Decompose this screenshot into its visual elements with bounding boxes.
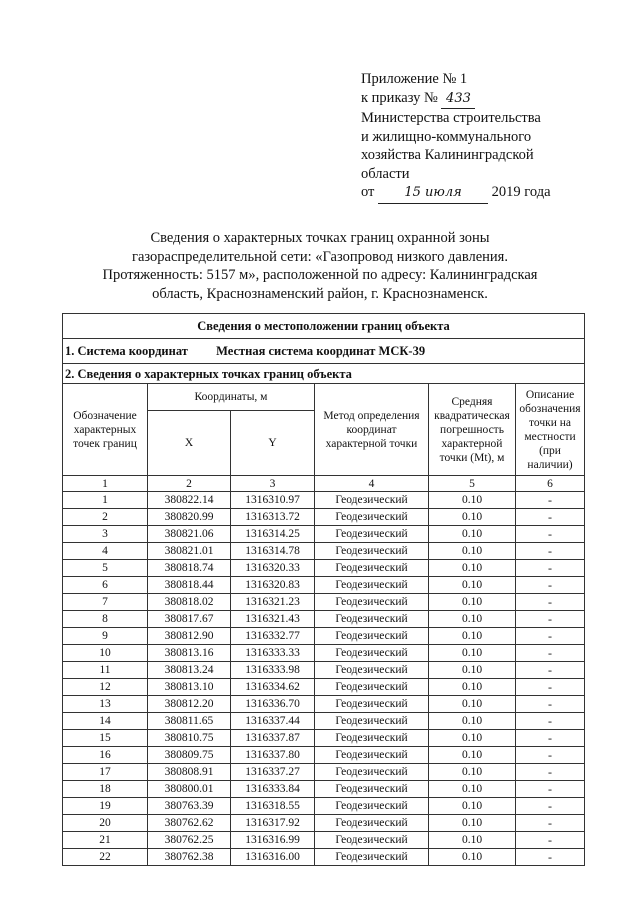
table-row bbox=[63, 815, 585, 832]
point-number-cell: 22 bbox=[63, 849, 148, 866]
y-cell: 1316337.27 bbox=[231, 764, 315, 781]
x-cell: 380810.75 bbox=[148, 730, 231, 747]
error-cell: 0.10 bbox=[429, 713, 516, 730]
error-cell: 0.10 bbox=[429, 560, 516, 577]
error-cell: 0.10 bbox=[429, 679, 516, 696]
description-cell: - bbox=[516, 611, 585, 628]
description-cell: - bbox=[516, 543, 585, 560]
y-cell: 1316333.33 bbox=[231, 645, 315, 662]
y-cell: 1316313.72 bbox=[231, 509, 315, 526]
table-row bbox=[63, 509, 585, 526]
table-row bbox=[63, 747, 585, 764]
description-cell: - bbox=[516, 492, 585, 509]
point-number-cell: 14 bbox=[63, 713, 148, 730]
x-cell: 380813.24 bbox=[148, 662, 231, 679]
coord-system-label: 1. Система координат bbox=[65, 344, 188, 358]
x-cell: 380800.01 bbox=[148, 781, 231, 798]
table-row bbox=[63, 543, 585, 560]
x-cell: 380808.91 bbox=[148, 764, 231, 781]
x-cell: 380813.16 bbox=[148, 645, 231, 662]
method-cell: Геодезический bbox=[315, 730, 429, 747]
col-number: 1 bbox=[63, 476, 148, 492]
points-title: 2. Сведения о характерных точках границ объекта bbox=[63, 364, 585, 384]
method-cell: Геодезический bbox=[315, 662, 429, 679]
x-cell: 380762.62 bbox=[148, 815, 231, 832]
description-cell: - bbox=[516, 594, 585, 611]
point-number-cell: 11 bbox=[63, 662, 148, 679]
error-cell: 0.10 bbox=[429, 764, 516, 781]
method-cell: Геодезический bbox=[315, 611, 429, 628]
col-coords-header: Координаты, м bbox=[148, 384, 315, 411]
method-cell: Геодезический bbox=[315, 696, 429, 713]
x-cell: 380818.02 bbox=[148, 594, 231, 611]
table-row bbox=[63, 679, 585, 696]
method-cell: Геодезический bbox=[315, 628, 429, 645]
table-row bbox=[63, 662, 585, 679]
table-row bbox=[63, 611, 585, 628]
col-y-header: Y bbox=[231, 411, 315, 476]
order-number-line bbox=[361, 89, 611, 110]
description-cell: - bbox=[516, 577, 585, 594]
x-cell: 380812.20 bbox=[148, 696, 231, 713]
error-cell: 0.10 bbox=[429, 526, 516, 543]
y-cell: 1316333.84 bbox=[231, 781, 315, 798]
method-cell: Геодезический bbox=[315, 764, 429, 781]
point-number-cell: 10 bbox=[63, 645, 148, 662]
date-line bbox=[361, 183, 611, 204]
method-cell: Геодезический bbox=[315, 577, 429, 594]
description-cell: - bbox=[516, 679, 585, 696]
method-cell: Геодезический bbox=[315, 849, 429, 866]
y-cell: 1316337.87 bbox=[231, 730, 315, 747]
description-cell: - bbox=[516, 747, 585, 764]
date-suffix: 2019 года bbox=[491, 184, 551, 200]
y-cell: 1316337.80 bbox=[231, 747, 315, 764]
description-cell: - bbox=[516, 526, 585, 543]
point-number-cell: 7 bbox=[63, 594, 148, 611]
table-row bbox=[63, 713, 585, 730]
point-number-cell: 21 bbox=[63, 832, 148, 849]
method-cell: Геодезический bbox=[315, 645, 429, 662]
error-cell: 0.10 bbox=[429, 815, 516, 832]
y-cell: 1316317.92 bbox=[231, 815, 315, 832]
description-cell: - bbox=[516, 730, 585, 747]
col-error-header: Средняя квадратическая погрешность характерной точки (Mt), м bbox=[429, 384, 516, 476]
point-number-cell: 4 bbox=[63, 543, 148, 560]
description-cell: - bbox=[516, 628, 585, 645]
error-cell: 0.10 bbox=[429, 849, 516, 866]
boundary-points-table bbox=[62, 313, 585, 866]
description-cell: - bbox=[516, 645, 585, 662]
order-number: 433 bbox=[441, 90, 475, 110]
points-title-row bbox=[63, 364, 585, 384]
table-row bbox=[63, 645, 585, 662]
description-cell: - bbox=[516, 798, 585, 815]
error-cell: 0.10 bbox=[429, 577, 516, 594]
col-number: 5 bbox=[429, 476, 516, 492]
table-row bbox=[63, 594, 585, 611]
method-cell: Геодезический bbox=[315, 492, 429, 509]
error-cell: 0.10 bbox=[429, 747, 516, 764]
ministry-line-4: области bbox=[361, 165, 410, 182]
error-cell: 0.10 bbox=[429, 696, 516, 713]
method-cell: Геодезический bbox=[315, 747, 429, 764]
date-handwritten: 15 июля bbox=[378, 184, 488, 204]
section-title: Сведения о местоположении границ объекта bbox=[63, 314, 585, 339]
error-cell: 0.10 bbox=[429, 594, 516, 611]
method-cell: Геодезический bbox=[315, 781, 429, 798]
x-cell: 380822.14 bbox=[148, 492, 231, 509]
x-cell: 380821.01 bbox=[148, 543, 231, 560]
x-cell: 380820.99 bbox=[148, 509, 231, 526]
y-cell: 1316318.55 bbox=[231, 798, 315, 815]
heading-line-2: газораспределительной сети: «Газопровод низкого давления. bbox=[132, 248, 508, 265]
method-cell: Геодезический bbox=[315, 815, 429, 832]
point-number-cell: 20 bbox=[63, 815, 148, 832]
coord-system-row bbox=[63, 339, 585, 364]
y-cell: 1316334.62 bbox=[231, 679, 315, 696]
section-title-row bbox=[63, 314, 585, 339]
point-number-cell: 19 bbox=[63, 798, 148, 815]
x-cell: 380821.06 bbox=[148, 526, 231, 543]
point-number-cell: 15 bbox=[63, 730, 148, 747]
y-cell: 1316316.99 bbox=[231, 832, 315, 849]
error-cell: 0.10 bbox=[429, 662, 516, 679]
ministry-line-3: хозяйства Калининградской bbox=[361, 147, 534, 163]
ministry-line-2: и жилищно-коммунального bbox=[361, 128, 532, 145]
col-point-header: Обозначение характерных точек границ bbox=[63, 384, 148, 476]
y-cell: 1316314.25 bbox=[231, 526, 315, 543]
description-cell: - bbox=[516, 849, 585, 866]
error-cell: 0.10 bbox=[429, 798, 516, 815]
point-number-cell: 6 bbox=[63, 577, 148, 594]
y-cell: 1316333.98 bbox=[231, 662, 315, 679]
col-number: 4 bbox=[315, 476, 429, 492]
table-row bbox=[63, 628, 585, 645]
table-row bbox=[63, 577, 585, 594]
point-number-cell: 8 bbox=[63, 611, 148, 628]
error-cell: 0.10 bbox=[429, 492, 516, 509]
y-cell: 1316320.33 bbox=[231, 560, 315, 577]
table-row bbox=[63, 526, 585, 543]
point-number-cell: 3 bbox=[63, 526, 148, 543]
point-number-cell: 5 bbox=[63, 560, 148, 577]
y-cell: 1316337.44 bbox=[231, 713, 315, 730]
description-cell: - bbox=[516, 560, 585, 577]
table-row bbox=[63, 798, 585, 815]
x-cell: 380817.67 bbox=[148, 611, 231, 628]
method-cell: Геодезический bbox=[315, 594, 429, 611]
x-cell: 380762.38 bbox=[148, 849, 231, 866]
heading-line-3: Протяженность: 5157 м», расположенной по адресу: Калининградская bbox=[102, 267, 538, 283]
method-cell: Геодезический bbox=[315, 509, 429, 526]
ministry-line-1: Министерства строительства bbox=[361, 110, 541, 126]
description-cell: - bbox=[516, 781, 585, 798]
table-row bbox=[63, 696, 585, 713]
description-cell: - bbox=[516, 696, 585, 713]
point-number-cell: 12 bbox=[63, 679, 148, 696]
method-cell: Геодезический bbox=[315, 526, 429, 543]
point-number-cell: 13 bbox=[63, 696, 148, 713]
y-cell: 1316321.43 bbox=[231, 611, 315, 628]
y-cell: 1316336.70 bbox=[231, 696, 315, 713]
col-number: 3 bbox=[231, 476, 315, 492]
table-row bbox=[63, 560, 585, 577]
point-number-cell: 2 bbox=[63, 509, 148, 526]
error-cell: 0.10 bbox=[429, 628, 516, 645]
description-cell: - bbox=[516, 662, 585, 679]
coord-system-value: Местная система координат МСК-39 bbox=[216, 344, 426, 358]
error-cell: 0.10 bbox=[429, 509, 516, 526]
y-cell: 1316314.78 bbox=[231, 543, 315, 560]
point-number-cell: 17 bbox=[63, 764, 148, 781]
table-row bbox=[63, 730, 585, 747]
point-number-cell: 18 bbox=[63, 781, 148, 798]
method-cell: Геодезический bbox=[315, 832, 429, 849]
x-cell: 380809.75 bbox=[148, 747, 231, 764]
point-number-cell: 9 bbox=[63, 628, 148, 645]
col-x-header: X bbox=[148, 411, 231, 476]
table-row bbox=[63, 832, 585, 849]
description-cell: - bbox=[516, 713, 585, 730]
column-header-row-1 bbox=[63, 384, 585, 411]
heading-line-1: Сведения о характерных точках границ охранной зоны bbox=[150, 230, 490, 246]
method-cell: Геодезический bbox=[315, 560, 429, 577]
y-cell: 1316320.83 bbox=[231, 577, 315, 594]
table-row bbox=[63, 764, 585, 781]
error-cell: 0.10 bbox=[429, 645, 516, 662]
description-cell: - bbox=[516, 509, 585, 526]
method-cell: Геодезический bbox=[315, 679, 429, 696]
description-cell: - bbox=[516, 764, 585, 781]
date-prefix: от bbox=[361, 184, 375, 200]
y-cell: 1316321.23 bbox=[231, 594, 315, 611]
error-cell: 0.10 bbox=[429, 730, 516, 747]
method-cell: Геодезический bbox=[315, 543, 429, 560]
y-cell: 1316332.77 bbox=[231, 628, 315, 645]
x-cell: 380818.74 bbox=[148, 560, 231, 577]
table-row bbox=[63, 492, 585, 509]
col-number: 6 bbox=[516, 476, 585, 492]
x-cell: 380811.65 bbox=[148, 713, 231, 730]
method-cell: Геодезический bbox=[315, 798, 429, 815]
table-row bbox=[63, 849, 585, 866]
error-cell: 0.10 bbox=[429, 543, 516, 560]
y-cell: 1316316.00 bbox=[231, 849, 315, 866]
point-number-cell: 16 bbox=[63, 747, 148, 764]
appendix-block bbox=[361, 70, 611, 204]
x-cell: 380762.25 bbox=[148, 832, 231, 849]
table-row bbox=[63, 781, 585, 798]
point-number-cell: 1 bbox=[63, 492, 148, 509]
document-heading bbox=[60, 229, 580, 303]
y-cell: 1316310.97 bbox=[231, 492, 315, 509]
method-cell: Геодезический bbox=[315, 713, 429, 730]
description-cell: - bbox=[516, 832, 585, 849]
x-cell: 380763.39 bbox=[148, 798, 231, 815]
x-cell: 380812.90 bbox=[148, 628, 231, 645]
error-cell: 0.10 bbox=[429, 832, 516, 849]
order-prefix: к приказу № bbox=[361, 89, 438, 106]
col-desc-header: Описание обозначения точки на местности (при наличии) bbox=[516, 384, 585, 476]
column-number-row bbox=[63, 476, 585, 492]
error-cell: 0.10 bbox=[429, 781, 516, 798]
appendix-title: Приложение № 1 bbox=[361, 71, 468, 87]
x-cell: 380813.10 bbox=[148, 679, 231, 696]
heading-line-4: область, Краснознаменский район, г. Краснознаменск. bbox=[152, 285, 488, 302]
col-number: 2 bbox=[148, 476, 231, 492]
description-cell: - bbox=[516, 815, 585, 832]
error-cell: 0.10 bbox=[429, 611, 516, 628]
col-method-header: Метод определения координат характерной точки bbox=[315, 384, 429, 476]
x-cell: 380818.44 bbox=[148, 577, 231, 594]
